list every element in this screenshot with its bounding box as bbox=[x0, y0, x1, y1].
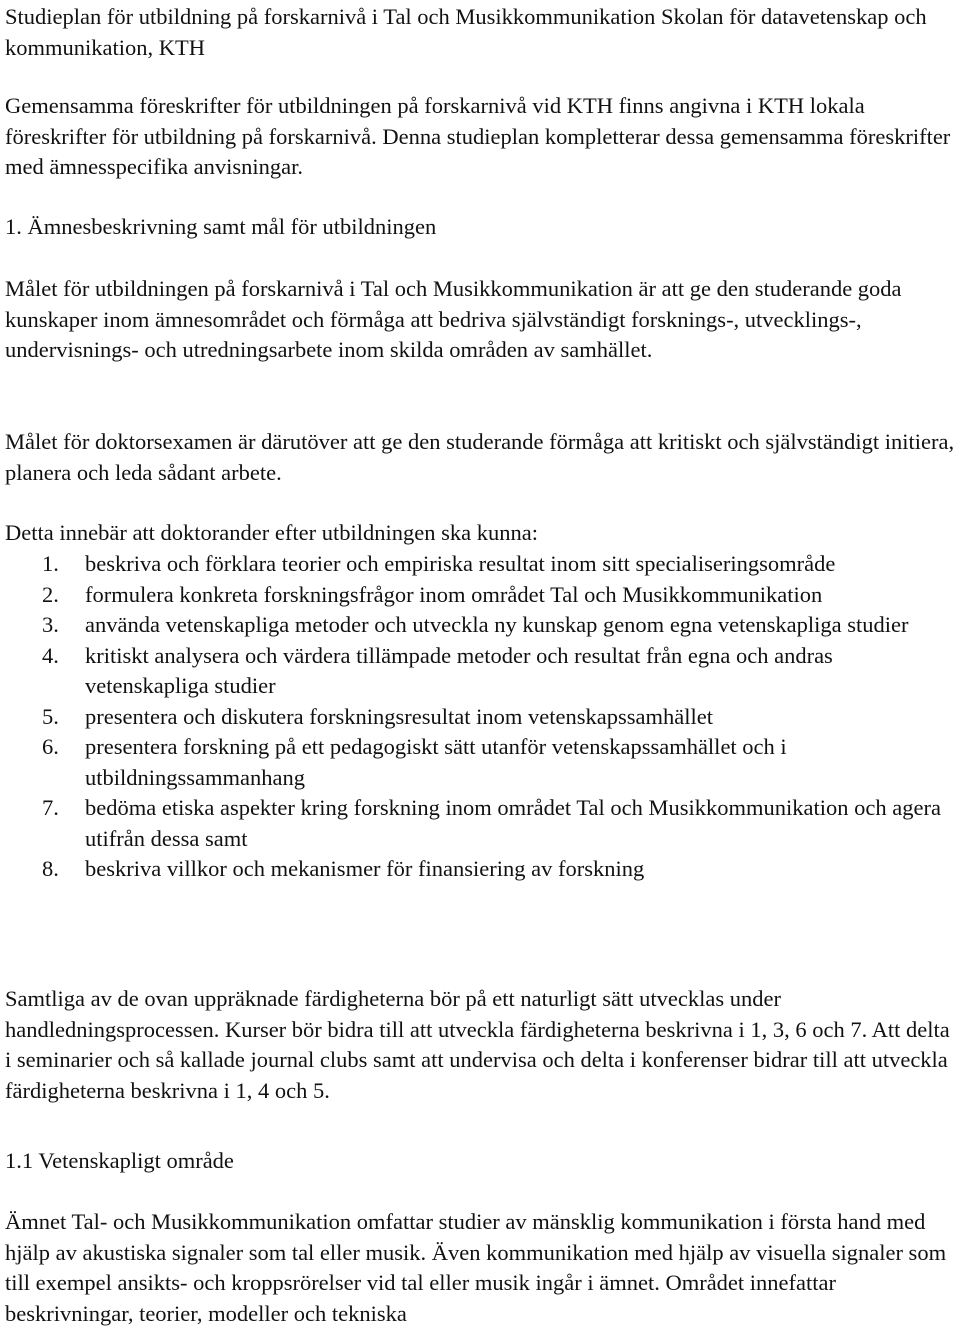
list-item-number: 2. bbox=[42, 581, 59, 607]
list-item bbox=[5, 854, 960, 885]
list-item-text: beskriva och förklara teorier och empiriska resultat inom sitt specialiseringsområde bbox=[85, 551, 836, 576]
list-item-text: presentera och diskutera forskningsresultat inom vetenskapssamhället bbox=[85, 703, 713, 729]
goal-paragraph-2: Målet för doktorsexamen är därutöver att ge den studerande förmåga att kritiskt och självständigt initiera, planera och leda sådant arbete. bbox=[5, 429, 955, 485]
list-item-number: 7. bbox=[42, 795, 59, 820]
intro-paragraph: Gemensamma föreskrifter för utbildningen på forskarnivå vid KTH finns angivna i KTH lokala föreskrifter för utbildning på forskarnivå. Denna studieplan kompletterar dessa gemensamma föreskrifter med ämnesspecifika anvisningar. bbox=[5, 93, 951, 179]
list-item bbox=[5, 732, 960, 793]
list-item-number: 5. bbox=[42, 703, 59, 729]
list-item bbox=[5, 580, 960, 611]
subject-paragraph: Ämnet Tal- och Musikkommunikation omfattar studier av mänsklig kommunikation i första hand med hjälp av akustiska signaler som tal eller musik. Även kommunikation med hjälp av visuella signaler som till exempel ansikts- och kroppsrörelser vid tal eller musik ingår i ämnet. Området innefattar beskrivningar, teorier, modeller och tekniska bbox=[5, 1209, 947, 1326]
list-item-text: använda vetenskapliga metoder och utveckla ny kunskap genom egna vetenskapliga studier bbox=[85, 612, 909, 637]
list-item bbox=[5, 702, 960, 733]
list-item bbox=[5, 641, 960, 702]
list-item-text: presentera forskning på ett pedagogiskt sätt utanför vetenskapssamhället och i utbildningssammanhang bbox=[85, 734, 787, 790]
list-item bbox=[5, 610, 960, 641]
learning-outcomes-list bbox=[5, 549, 960, 885]
list-item-number: 3. bbox=[42, 612, 59, 637]
list-item-number: 6. bbox=[42, 734, 59, 759]
document-title: Studieplan för utbildning på forskarnivå i Tal och Musikkommunikation Skolan för datavetenskap och kommunikation, KTH bbox=[5, 4, 927, 60]
skills-paragraph: Samtliga av de ovan uppräknade färdigheterna bör på ett naturligt sätt utvecklas under handledningsprocessen. Kurser bör bidra till att utveckla färdigheterna beskrivna i 1, 3, 6 och 7. Att delta i seminarier och så kallade journal clubs samt att undervisa och delta i konferenser bidrar till att utveckla färdigheterna beskrivna i 1, 4 och 5. bbox=[5, 986, 950, 1103]
list-item-text: beskriva villkor och mekanismer för finansiering av forskning bbox=[85, 856, 645, 881]
list-item-text: bedöma etiska aspekter kring forskning inom området Tal och Musikkommunikation och agera utifrån dessa samt bbox=[85, 795, 941, 851]
list-item-text: formulera konkreta forskningsfrågor inom området Tal och Musikkommunikation bbox=[85, 581, 823, 607]
goal-paragraph-1: Målet för utbildningen på forskarnivå i Tal och Musikkommunikation är att ge den studerande goda kunskaper inom ämnesområdet och förmåga att bedriva självständigt forsknings-, utvecklings-, undervisnings- och utredningsarbete inom skilda områden av samhället. bbox=[5, 276, 902, 362]
section-1-1-heading: 1.1 Vetenskapligt område bbox=[5, 1148, 234, 1173]
list-item bbox=[5, 793, 960, 854]
list-item-number: 4. bbox=[42, 642, 59, 668]
list-item bbox=[5, 549, 960, 580]
list-item-number: 1. bbox=[42, 551, 59, 576]
section-1-heading: 1. Ämnesbeskrivning samt mål för utbildningen bbox=[5, 214, 437, 239]
list-item-text: kritiskt analysera och värdera tillämpade metoder och resultat från egna och andras vetenskapliga studier bbox=[85, 642, 833, 698]
list-intro: Detta innebär att doktorander efter utbildningen ska kunna: bbox=[5, 520, 538, 545]
list-item-number: 8. bbox=[42, 856, 59, 881]
